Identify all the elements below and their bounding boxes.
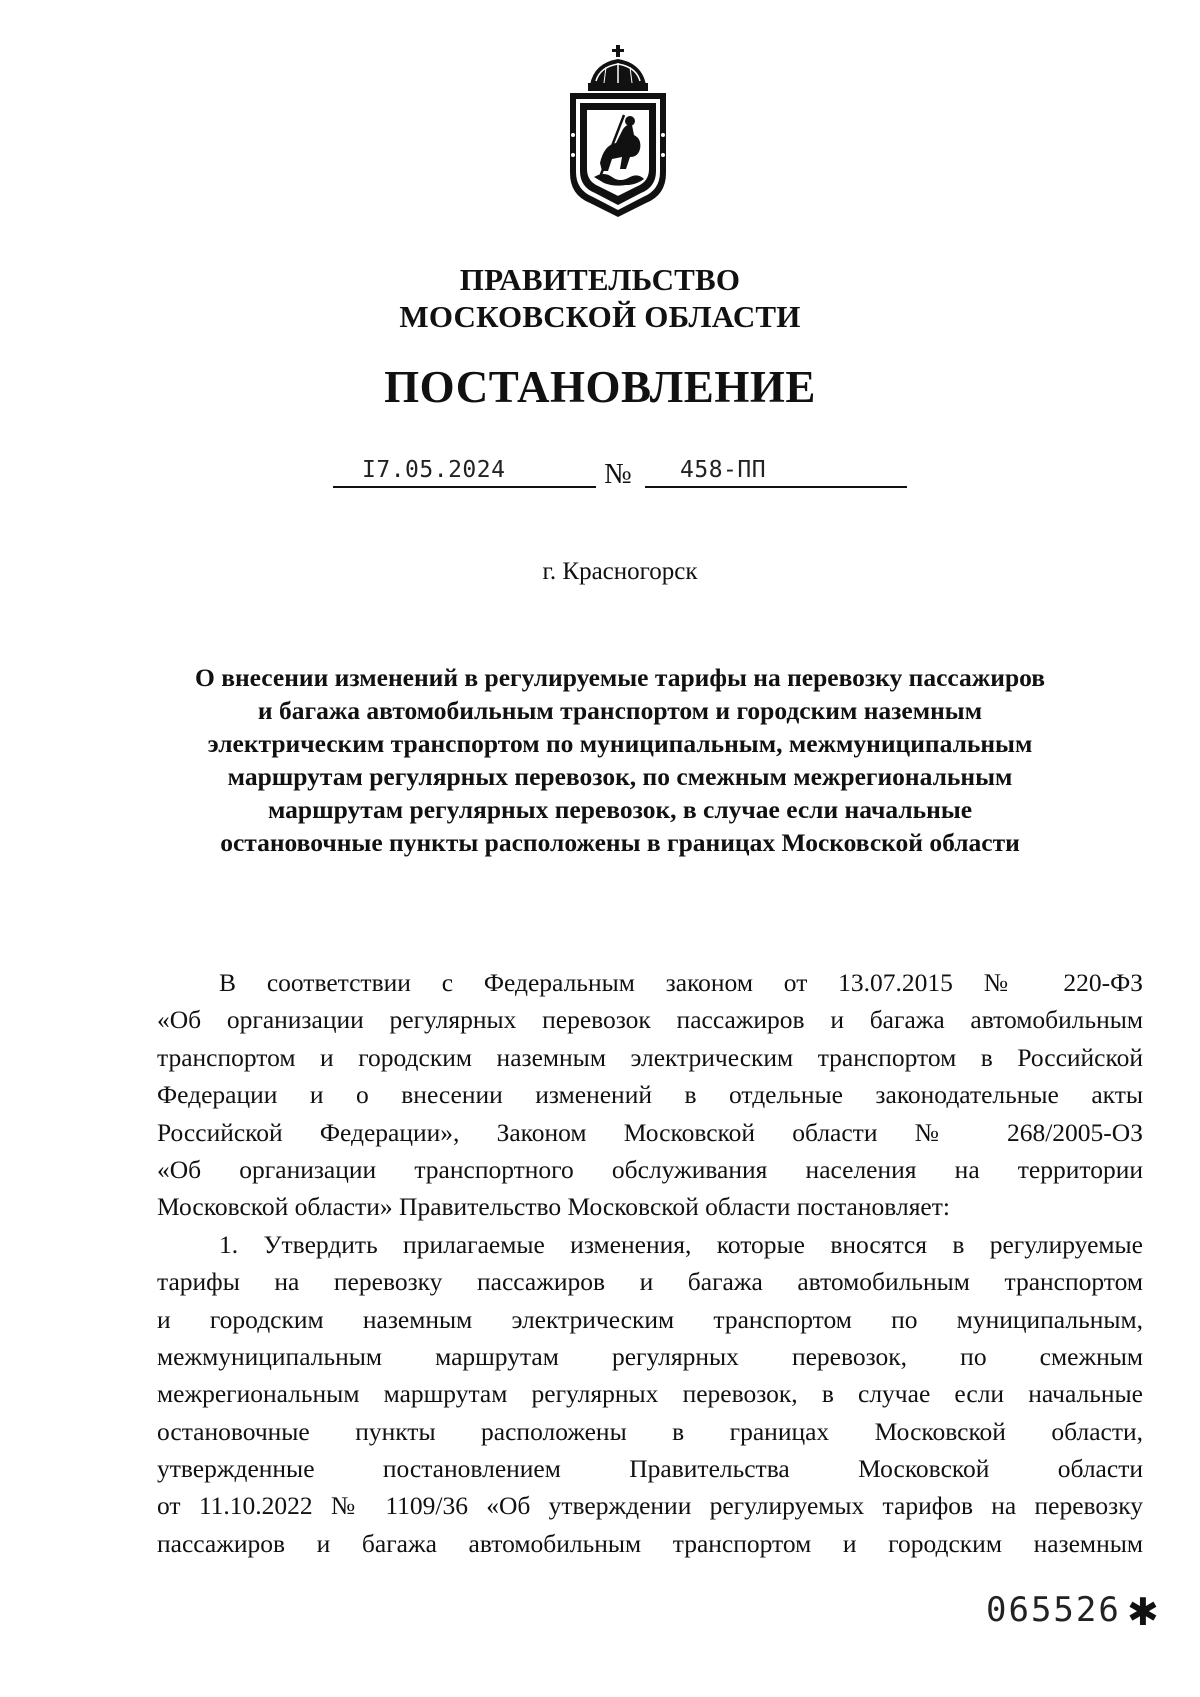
body-line: утвержденные постановлением Правительства Московской области [157, 1454, 1143, 1484]
body-line: Российской Федерации», Законом Московской области № 268/2005-ОЗ [157, 1117, 1143, 1147]
document-body [157, 964, 1143, 1562]
body-line: «Об организации регулярных перевозок пассажиров и багажа автомобильным [157, 1005, 1143, 1035]
form-serial-number: 065526 [986, 1590, 1121, 1630]
title-line: и багажа автомобильным транспортом и городским наземным [257, 696, 983, 725]
number-underline [645, 486, 907, 488]
document-title [130, 661, 1110, 859]
body-line: 1. Утвердить прилагаемые изменения, которые вносятся в регулируемые [219, 1229, 1143, 1259]
number-sign: № [604, 458, 632, 490]
body-line: межмуниципальным маршрутам регулярных перевозок, по смежным [157, 1341, 1143, 1371]
body-line: транспортом и городским наземным электрическим транспортом в Российской [157, 1042, 1143, 1072]
body-line: от 11.10.2022 № 1109/36 «Об утверждении регулируемых тарифов на перевозку [157, 1491, 1143, 1521]
body-line: «Об организации транспортного обслуживания населения на территории [157, 1154, 1143, 1184]
body-line: тарифы на перевозку пассажиров и багажа автомобильным транспортом [157, 1267, 1143, 1297]
body-line: остановочные пункты расположены в границах Московской области, [157, 1416, 1143, 1446]
moscow-oblast-coat-of-arms-icon [560, 45, 676, 221]
government-name-line2: МОСКОВСКОЙ ОБЛАСТИ [399, 299, 801, 334]
registration-number: 458-ПП [680, 457, 767, 483]
asterisk-mark-icon: ✱ [1127, 1590, 1159, 1634]
document-type-heading: ПОСТАНОВЛЕНИЕ [384, 362, 816, 412]
body-line: и городским наземным электрическим транспортом по муниципальным, [157, 1304, 1143, 1334]
title-line: маршрутам регулярных перевозок, в случае если начальные [267, 795, 973, 824]
government-name-line1: ПРАВИТЕЛЬСТВО [459, 262, 741, 297]
date-underline [333, 486, 596, 488]
body-line: Московской области» Правительство Московской области постановляет: [157, 1192, 950, 1222]
title-line: маршрутам регулярных перевозок, по смежным межрегиональным [227, 762, 1013, 791]
title-line: остановочные пункты расположены в границах Московской области [220, 828, 1020, 857]
body-line: Федерации и о внесении изменений в отдельные законодательные акты [157, 1080, 1143, 1110]
body-line: пассажиров и багажа автомобильным транспортом и городским наземным [157, 1528, 1143, 1558]
registration-date: I7.05.2024 [362, 457, 506, 483]
title-line: электрическим транспортом по муниципальным, межмуниципальным [207, 729, 1033, 758]
body-line: В соответствии с Федеральным законом от 13.07.2015 № 220-ФЗ [219, 968, 1143, 997]
body-line: межрегиональным маршрутам регулярных перевозок, в случае если начальные [157, 1379, 1143, 1409]
title-line: О внесении изменений в регулируемые тарифы на перевозку пассажиров [194, 663, 1046, 692]
city-name: г. Красногорск [542, 558, 698, 585]
